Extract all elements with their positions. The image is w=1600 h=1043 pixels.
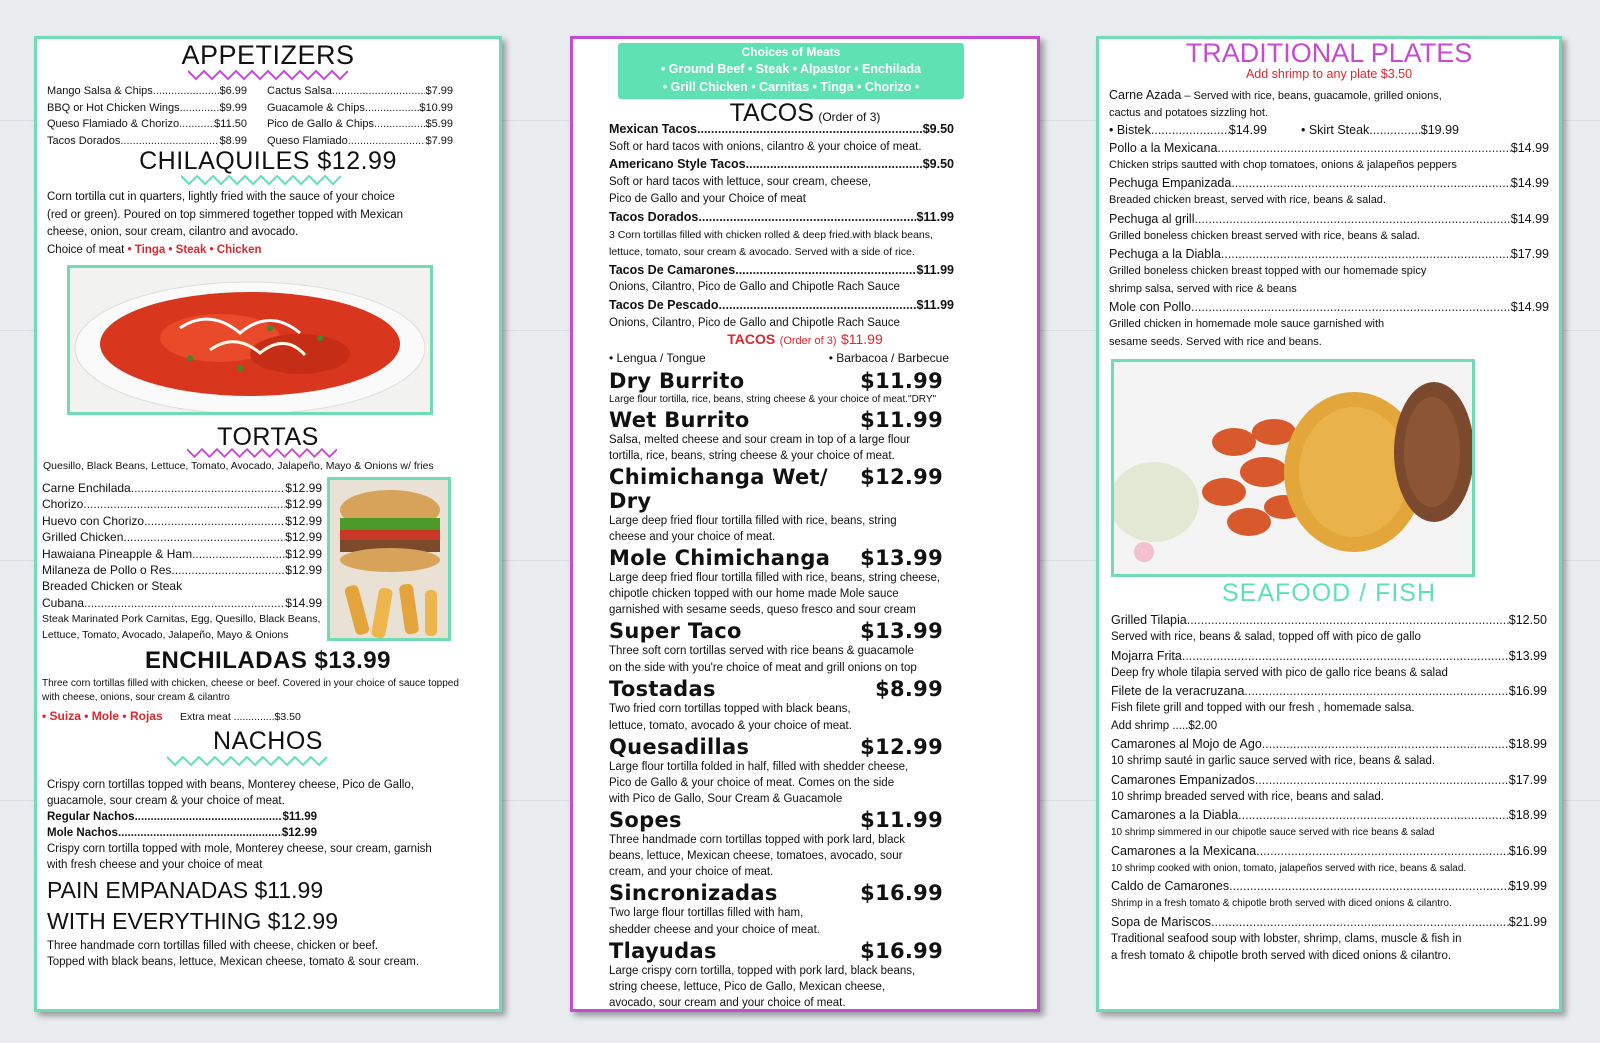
item-name: Milaneza de Pollo o Res	[42, 563, 172, 578]
burrito-description: Three soft corn tortillas served with rice beans & guacamole	[609, 645, 914, 657]
appetizers-title: APPETIZERS	[181, 40, 355, 70]
item-name: Queso Flamiado & Chorizo	[47, 118, 180, 130]
leader-dots	[1221, 245, 1511, 263]
seafood-item	[1111, 806, 1547, 824]
seafood-description: Deep fry whole tilapia served with pico de gallo rice beans & salad	[1111, 666, 1448, 679]
item-price: $14.99	[285, 595, 322, 610]
tacos-list	[609, 121, 954, 332]
appetizer-item	[47, 100, 247, 117]
seafood-description: Traditional seafood soup with lobster, shrimp, clams, muscle & fish in	[1111, 932, 1462, 945]
tacos-heading: TACOS (Order of 3)	[729, 99, 881, 127]
burrito-description: Salsa, melted cheese and sour cream in top of a large flour	[609, 434, 911, 446]
burrito-description: Two large flour tortillas filled with ham,	[609, 907, 804, 919]
traditional-item	[1109, 298, 1549, 316]
item-name: Filete de la veracruzana	[1111, 684, 1245, 698]
leader-dots	[746, 156, 923, 174]
leader-dots	[698, 209, 916, 227]
leader-dots	[1229, 877, 1509, 895]
item-price: $6.99	[219, 85, 247, 97]
shrimp-plate-photo	[1111, 359, 1475, 577]
item-name: BBQ or Hot Chicken Wings	[47, 101, 180, 114]
item-name: Camarones Empanizados	[1111, 772, 1255, 787]
item-name: Quesadillas	[609, 735, 750, 759]
pain-empanadas: PAIN EMPANADAS $11.99 WITH EVERYTHING $12.99	[47, 877, 338, 934]
torta-item	[42, 496, 322, 512]
nachos-title: NACHOS	[213, 727, 323, 755]
burrito-description: Large flour tortilla, rice, beans, string cheese & your choice of meat."DRY"	[609, 394, 937, 405]
item-name: Mango Salsa & Chips	[47, 85, 153, 97]
leader-dots	[84, 595, 285, 611]
item-price: $9.99	[219, 101, 247, 114]
item-price: $12.99	[285, 497, 322, 512]
appetizer-item	[47, 83, 247, 100]
item-price: $11.99	[860, 369, 943, 393]
burrito-description: on the side with you're choice of meat and grill onions on top	[609, 661, 917, 674]
leader-dots	[719, 297, 917, 315]
burrito-description: beans, lettuce, Mexican cheese, tomatoes, avocado, sour	[609, 850, 903, 862]
burrito-description: chipotle chicken topped with our home made Mole sauce	[609, 588, 899, 600]
item-price: $16.99	[1508, 684, 1547, 698]
burrito-item	[609, 677, 955, 701]
seafood-list	[1111, 611, 1547, 966]
item-name: Americano Style Tacos	[609, 157, 746, 172]
item-price: $13.99	[1508, 648, 1547, 663]
burrito-description: Large deep fried flour tortilla filled with rice, beans, string	[609, 515, 897, 527]
item-name: Tacos Dorados	[609, 209, 699, 224]
appetizer-item	[47, 116, 247, 133]
enchiladas-title: ENCHILADAS $13.99	[145, 647, 391, 674]
traditional-item	[1109, 210, 1549, 228]
leader-dots	[179, 116, 214, 133]
item-price: $12.99	[285, 530, 322, 545]
burrito-item	[609, 408, 955, 432]
appetizer-item	[267, 100, 453, 117]
nachos-section: Crispy corn tortillas topped with beans, Monterey cheese, Pico de Gallo, guacamole, sour cream & your choice of meat. Regular Nachos ..... $11.99 Mole Nachos ..... $12.99 Crispy corn tortilla topped with mole, Monterey cheese, sour cream, garnish with fresh cheese and your choice of meat	[47, 777, 487, 873]
item-name: Pollo a la Mexicana	[1109, 140, 1218, 155]
appetizer-item	[267, 116, 453, 133]
chilaquiles-description: Corn tortilla cut in quarters, lightly fried with the sauce of your choice (red or green). Poured on top simmered together topped with Mexican cheese, onion, sour cream, cilantro and avocado. Choice of meat • Tinga • Steak • Chicken	[47, 191, 404, 256]
middle-menu-panel	[570, 36, 1040, 1012]
item-name: Sopes	[609, 808, 682, 832]
seafood-title: SEAFOOD / FISH	[1221, 579, 1437, 607]
item-price: $21.99	[1508, 914, 1547, 929]
taco-description: Onions, Cilantro, Pico de Gallo and Chipotle Rach Sauce	[609, 281, 900, 294]
torta-item	[42, 480, 322, 496]
item-price: $11.99	[916, 262, 954, 277]
item-price: $11.50	[214, 118, 247, 130]
tacos-special-options: • Lengua / Tongue • Barbacoa / Barbecue	[609, 351, 949, 365]
traditional-description: Breaded chicken breast, served with rice, beans & salad.	[1109, 194, 1386, 206]
item-price: $17.99	[1508, 772, 1547, 787]
leader-dots	[192, 546, 285, 562]
burritos-list	[609, 367, 955, 1011]
item-name: Chimichanga Wet/ Dry	[609, 465, 828, 513]
leader-dots	[1256, 842, 1509, 860]
item-price: $17.99	[1510, 247, 1549, 261]
burrito-description: lettuce, tomato, avocado & your choice of meat.	[609, 719, 852, 732]
item-name: Sincronizadas	[609, 881, 778, 905]
leader-dots	[1191, 298, 1511, 316]
traditional-item	[1109, 245, 1549, 263]
item-name: Queso Flamiado	[267, 134, 348, 147]
seafood-item	[1111, 735, 1547, 753]
meat-choices-banner: Choices of Meats • Ground Beef • Steak • Alpastor • Enchilada • Grill Chicken • Carnitas • Tinga • Chorizo •	[618, 43, 964, 99]
leader-dots	[153, 83, 220, 100]
item-name: Tacos Dorados	[47, 134, 121, 147]
item-name: Grilled Chicken	[42, 530, 124, 545]
item-price: $13.99	[860, 546, 943, 570]
item-price: $12.99	[285, 546, 322, 561]
item-price: $12.50	[1508, 613, 1547, 627]
item-name: Grilled Tilapia	[1111, 613, 1187, 627]
pain-description: Three handmade corn tortillas filled with cheese, chicken or beef. Topped with black beans, lettuce, Mexican cheese, tomato & sour cream.	[47, 940, 420, 968]
item-name: Tostadas	[609, 677, 716, 701]
traditional-description: Grilled boneless chicken breast topped with our homemade spicy	[1109, 265, 1427, 277]
torta-item	[42, 562, 322, 578]
item-price: $16.99	[860, 939, 943, 963]
appetizers-left-list	[47, 83, 247, 149]
burrito-description: string cheese, lettuce, Pico de Gallo, Mexican cheese,	[609, 981, 886, 993]
leader-dots	[144, 513, 285, 529]
burrito-item	[609, 369, 955, 393]
burrito-item	[609, 939, 955, 963]
taco-description: 3 Corn tortillas filled with chicken rolled & deep fried.with black beans,	[609, 228, 933, 241]
item-name: Cactus Salsa	[267, 85, 332, 97]
item-name: Carne Enchilada	[42, 481, 131, 495]
taco-description: Onions, Cilantro, Pico de Gallo and Chipotle Rach Sauce	[609, 316, 900, 329]
torta-item	[42, 513, 322, 529]
leader-dots	[1194, 210, 1510, 228]
torta-photo	[327, 477, 451, 641]
leader-dots	[123, 529, 285, 545]
zigzag-divider-icon	[181, 174, 341, 186]
chilaquiles-photo	[67, 265, 433, 415]
item-price: $18.99	[1508, 737, 1547, 751]
item-name: Tacos De Camarones	[609, 262, 736, 277]
item-price: $8.99	[219, 134, 247, 147]
burrito-description: garnished with sesame seeds, queso fresco and sour cream	[609, 604, 916, 616]
item-name: Dry Burrito	[609, 369, 745, 393]
item-name: Pechuga Empanizada	[1109, 176, 1232, 190]
item-name: Pechuga a la Diabla	[1109, 247, 1221, 261]
appetizers-right-list	[267, 83, 453, 149]
item-price: $9.50	[922, 157, 954, 172]
zigzag-divider-icon	[187, 447, 337, 459]
right-menu-panel	[1096, 36, 1562, 1012]
seafood-description: Served with rice, beans & salad, topped off with pico de gallo	[1111, 631, 1421, 643]
seafood-item	[1111, 877, 1547, 895]
leader-dots	[1262, 735, 1509, 753]
item-name: Mojarra Frita	[1111, 648, 1182, 663]
leader-dots	[1255, 771, 1509, 789]
traditional-item	[1109, 174, 1549, 192]
appetizer-item	[267, 83, 453, 100]
leader-dots	[131, 480, 286, 496]
chilaquiles-title: CHILAQUILES $12.99	[139, 147, 397, 175]
item-price: $11.99	[916, 209, 954, 224]
taco-description: Pico de Gallo and your Choice of meat	[609, 193, 806, 206]
enchiladas-sauces: • Suiza • Mole • Rojas Extra meat ..............$3.50	[42, 709, 301, 723]
zigzag-divider-icon	[167, 755, 327, 767]
seafood-description: Add shrimp .....$2.00	[1111, 719, 1218, 732]
taco-description: Soft or hard tacos with onions, cilantro & your choice of meat.	[609, 140, 922, 153]
item-name: Sopa de Mariscos	[1111, 914, 1212, 929]
item-name: Pico de Gallo & Chips	[267, 118, 374, 130]
item-name: Camarones al Mojo de Ago	[1111, 737, 1262, 751]
item-name: Cubana	[42, 595, 85, 610]
burrito-description: Large flour tortilla folded in half, filled with shedder cheese,	[609, 761, 909, 773]
item-price: $13.99	[860, 619, 943, 643]
item-price: $7.99	[425, 134, 453, 147]
item-price: $19.99	[1508, 879, 1547, 893]
torta-note: Steak Marinated Pork Carnitas, Egg, Quesillo, Black Beans,	[42, 613, 321, 626]
item-price: $12.99	[285, 481, 322, 495]
torta-note: Lettuce, Tomato, Avocado, Jalapeño, Mayo & Onions	[42, 629, 289, 642]
leader-dots	[1244, 682, 1508, 700]
leader-dots	[1211, 913, 1509, 931]
item-name: Camarones a la Diabla	[1111, 808, 1239, 822]
seafood-description: Shrimp in a fresh tomato & chipotle broth served with diced onions & cilantro.	[1111, 898, 1452, 909]
torta-item	[42, 529, 322, 545]
leader-dots	[1217, 139, 1510, 157]
item-price: $9.50	[922, 122, 954, 136]
item-price: $10.99	[419, 101, 453, 114]
traditional-description: Chicken strips sautted with chop tomatoes, onions & jalapeños peppers	[1109, 158, 1457, 171]
burrito-item	[609, 735, 955, 759]
traditional-description: shrimp salsa, served with rice & beans	[1109, 282, 1297, 295]
item-name: Super Taco	[609, 619, 742, 643]
traditional-item	[1109, 139, 1549, 157]
burrito-description: Pico de Gallo & your choice of meat. Comes on the side	[609, 777, 895, 789]
burrito-description: Large crispy corn tortilla, topped with pork lard, black beans,	[609, 965, 916, 977]
burrito-description: with Pico de Gallo, Sour Cream & Guacamole	[609, 793, 843, 805]
item-price: $11.99	[916, 297, 954, 312]
leader-dots	[1238, 806, 1509, 824]
seafood-item	[1111, 647, 1547, 665]
taco-description: lettuce, tomato, sour cream & avocado. Served with a side of rice.	[609, 246, 915, 259]
item-price: $8.99	[875, 677, 943, 701]
item-price: $11.99	[860, 408, 943, 432]
item-name: Caldo de Camarones	[1111, 879, 1230, 893]
item-price: $7.99	[425, 85, 453, 97]
seafood-item	[1111, 682, 1547, 700]
taco-item	[609, 262, 954, 280]
torta-item	[42, 546, 322, 562]
burrito-description: Large deep fried flour tortilla filled with rice, beans, string cheese,	[609, 572, 941, 584]
leader-dots	[365, 100, 420, 117]
item-name: Camarones a la Mexicana	[1111, 843, 1257, 858]
seafood-item	[1111, 611, 1547, 629]
item-name: Chorizo	[42, 497, 84, 512]
seafood-item	[1111, 842, 1547, 860]
burrito-description: tortilla, rice, beans, string cheese & your choice of meat.	[609, 450, 895, 462]
seafood-description: 10 shrimp cooked with onion, tomato, jalapeños served with rice, beans & salad.	[1111, 862, 1467, 874]
item-name: Huevo con Chorizo	[42, 513, 145, 528]
item-name: Mole Chimichanga	[609, 546, 831, 570]
burrito-description: cream, and your choice of meat.	[609, 866, 774, 878]
torta-item	[42, 595, 322, 611]
burrito-item	[609, 546, 955, 570]
item-name: Guacamole & Chips	[267, 101, 365, 114]
leader-dots	[332, 83, 426, 100]
leader-dots	[1187, 611, 1509, 629]
traditional-subtitle: Add shrimp to any plate $3.50	[1245, 67, 1413, 81]
traditional-description: Grilled boneless chicken breast served with rice, beans & salad.	[1109, 229, 1421, 242]
enchiladas-description: Three corn tortillas filled with chicken, cheese or beef. Covered in your choice of sauce topped with cheese, onions, sour cream & cilantro	[42, 678, 459, 703]
seafood-description: 10 shrimp simmered in our chipotle sauce served with rice beans & salad	[1111, 827, 1435, 838]
item-name: Pechuga al grill	[1109, 211, 1195, 226]
item-name: Wet Burrito	[609, 408, 750, 432]
leader-dots	[83, 496, 285, 512]
burrito-description: avocado, sour cream and your choice of meat.	[609, 997, 846, 1009]
leader-dots	[1231, 174, 1510, 192]
seafood-item	[1111, 913, 1547, 931]
leader-dots	[374, 116, 425, 133]
seafood-description: 10 shrimp sauté in garlic sauce served with rice, beans & salad.	[1111, 755, 1436, 767]
burrito-description: Two fried corn tortillas topped with black beans,	[609, 703, 851, 715]
leader-dots	[1182, 647, 1509, 665]
taco-item	[609, 297, 954, 315]
burrito-item	[609, 881, 955, 905]
taco-item	[609, 209, 954, 227]
burrito-item	[609, 619, 955, 643]
item-price: $16.99	[1508, 843, 1547, 858]
left-menu-panel	[34, 36, 502, 1012]
item-name: Mexican Tacos	[609, 122, 698, 136]
burrito-item	[609, 808, 955, 832]
leader-dots	[697, 121, 923, 139]
leader-dots	[735, 262, 916, 280]
traditional-list: Carne Azada – Served with rice, beans, guacamole, grilled onions, cactus and potatoes sizzling hot. • Bistek ..... $14.99 • Skirt Steak ..... $19.99 Pollo a la Mexicana ..... $14.99 Chicken strips sautted with chop tomatoes, onions & jalapeños peppers Pechuga Empanizada ..... $14.99 Breaded chicken breast, served with rice, beans & salad. Pechuga al grill ..... $14.99 Grilled boneless chicken breast served with rice, beans & salad. Pechuga a la Diabla ..... $17.99 Grilled boneless chicken breast topped with our homemade spicy shrimp salsa, served with rice & beans Mole con Pollo ..... $14.99 Grilled chicken in homemade mole sauce garnished with sesame seeds. Served with rice and beans.	[1109, 87, 1549, 351]
item-name: Hawaiana Pineapple & Ham	[42, 546, 193, 561]
item-price: $14.99	[1510, 140, 1549, 155]
leader-dots	[180, 100, 220, 117]
burrito-description: Three handmade corn tortillas topped with pork lard, black	[609, 834, 905, 846]
taco-item	[609, 121, 954, 139]
seafood-description: a fresh tomato & chipotle broth served with diced onions & cilantro.	[1111, 950, 1452, 962]
torta-note: Breaded Chicken or Steak	[42, 579, 183, 594]
traditional-description: Grilled chicken in homemade mole sauce garnished with	[1109, 318, 1385, 330]
traditional-title: TRADITIONAL PLATES	[1185, 38, 1473, 68]
burrito-item	[609, 465, 955, 513]
item-price: $14.99	[1510, 176, 1549, 190]
item-price: $11.99	[860, 808, 943, 832]
item-price: $14.99	[1510, 300, 1549, 314]
item-price: $12.99	[860, 735, 943, 759]
item-name: Tacos De Pescado	[609, 297, 719, 312]
seafood-description: 10 shrimp breaded served with rice, beans and salad.	[1111, 790, 1384, 803]
seafood-description: Fish filete grill and topped with our fresh , homemade salsa.	[1111, 702, 1415, 714]
item-price: $12.99	[860, 465, 943, 489]
item-price: $5.99	[425, 118, 453, 130]
item-price: $14.99	[1510, 211, 1549, 226]
tortas-subtitle: Quesillo, Black Beans, Lettuce, Tomato, Avocado, Jalapeño, Mayo & Onions w/ fries	[43, 460, 434, 472]
item-name: Tlayudas	[609, 939, 717, 963]
item-price: $16.99	[860, 881, 943, 905]
traditional-description: sesame seeds. Served with rice and beans.	[1109, 335, 1322, 348]
item-price: $18.99	[1508, 808, 1547, 822]
zigzag-divider-icon	[188, 69, 348, 81]
leader-dots	[171, 562, 285, 578]
item-name: Mole con Pollo	[1109, 300, 1191, 314]
tacos-special: TACOS (Order of 3) $11.99	[727, 331, 883, 347]
taco-item	[609, 156, 954, 174]
item-price: $12.99	[285, 513, 322, 528]
burrito-description: shedder cheese and your choice of meat.	[609, 923, 820, 936]
seafood-item	[1111, 771, 1547, 789]
tortas-title: TORTAS	[217, 423, 319, 451]
item-price: $12.99	[285, 563, 322, 578]
tortas-list	[42, 480, 322, 643]
burrito-description: cheese and your choice of meat.	[609, 531, 776, 543]
taco-description: Soft or hard tacos with lettuce, sour cream, cheese,	[609, 175, 872, 188]
